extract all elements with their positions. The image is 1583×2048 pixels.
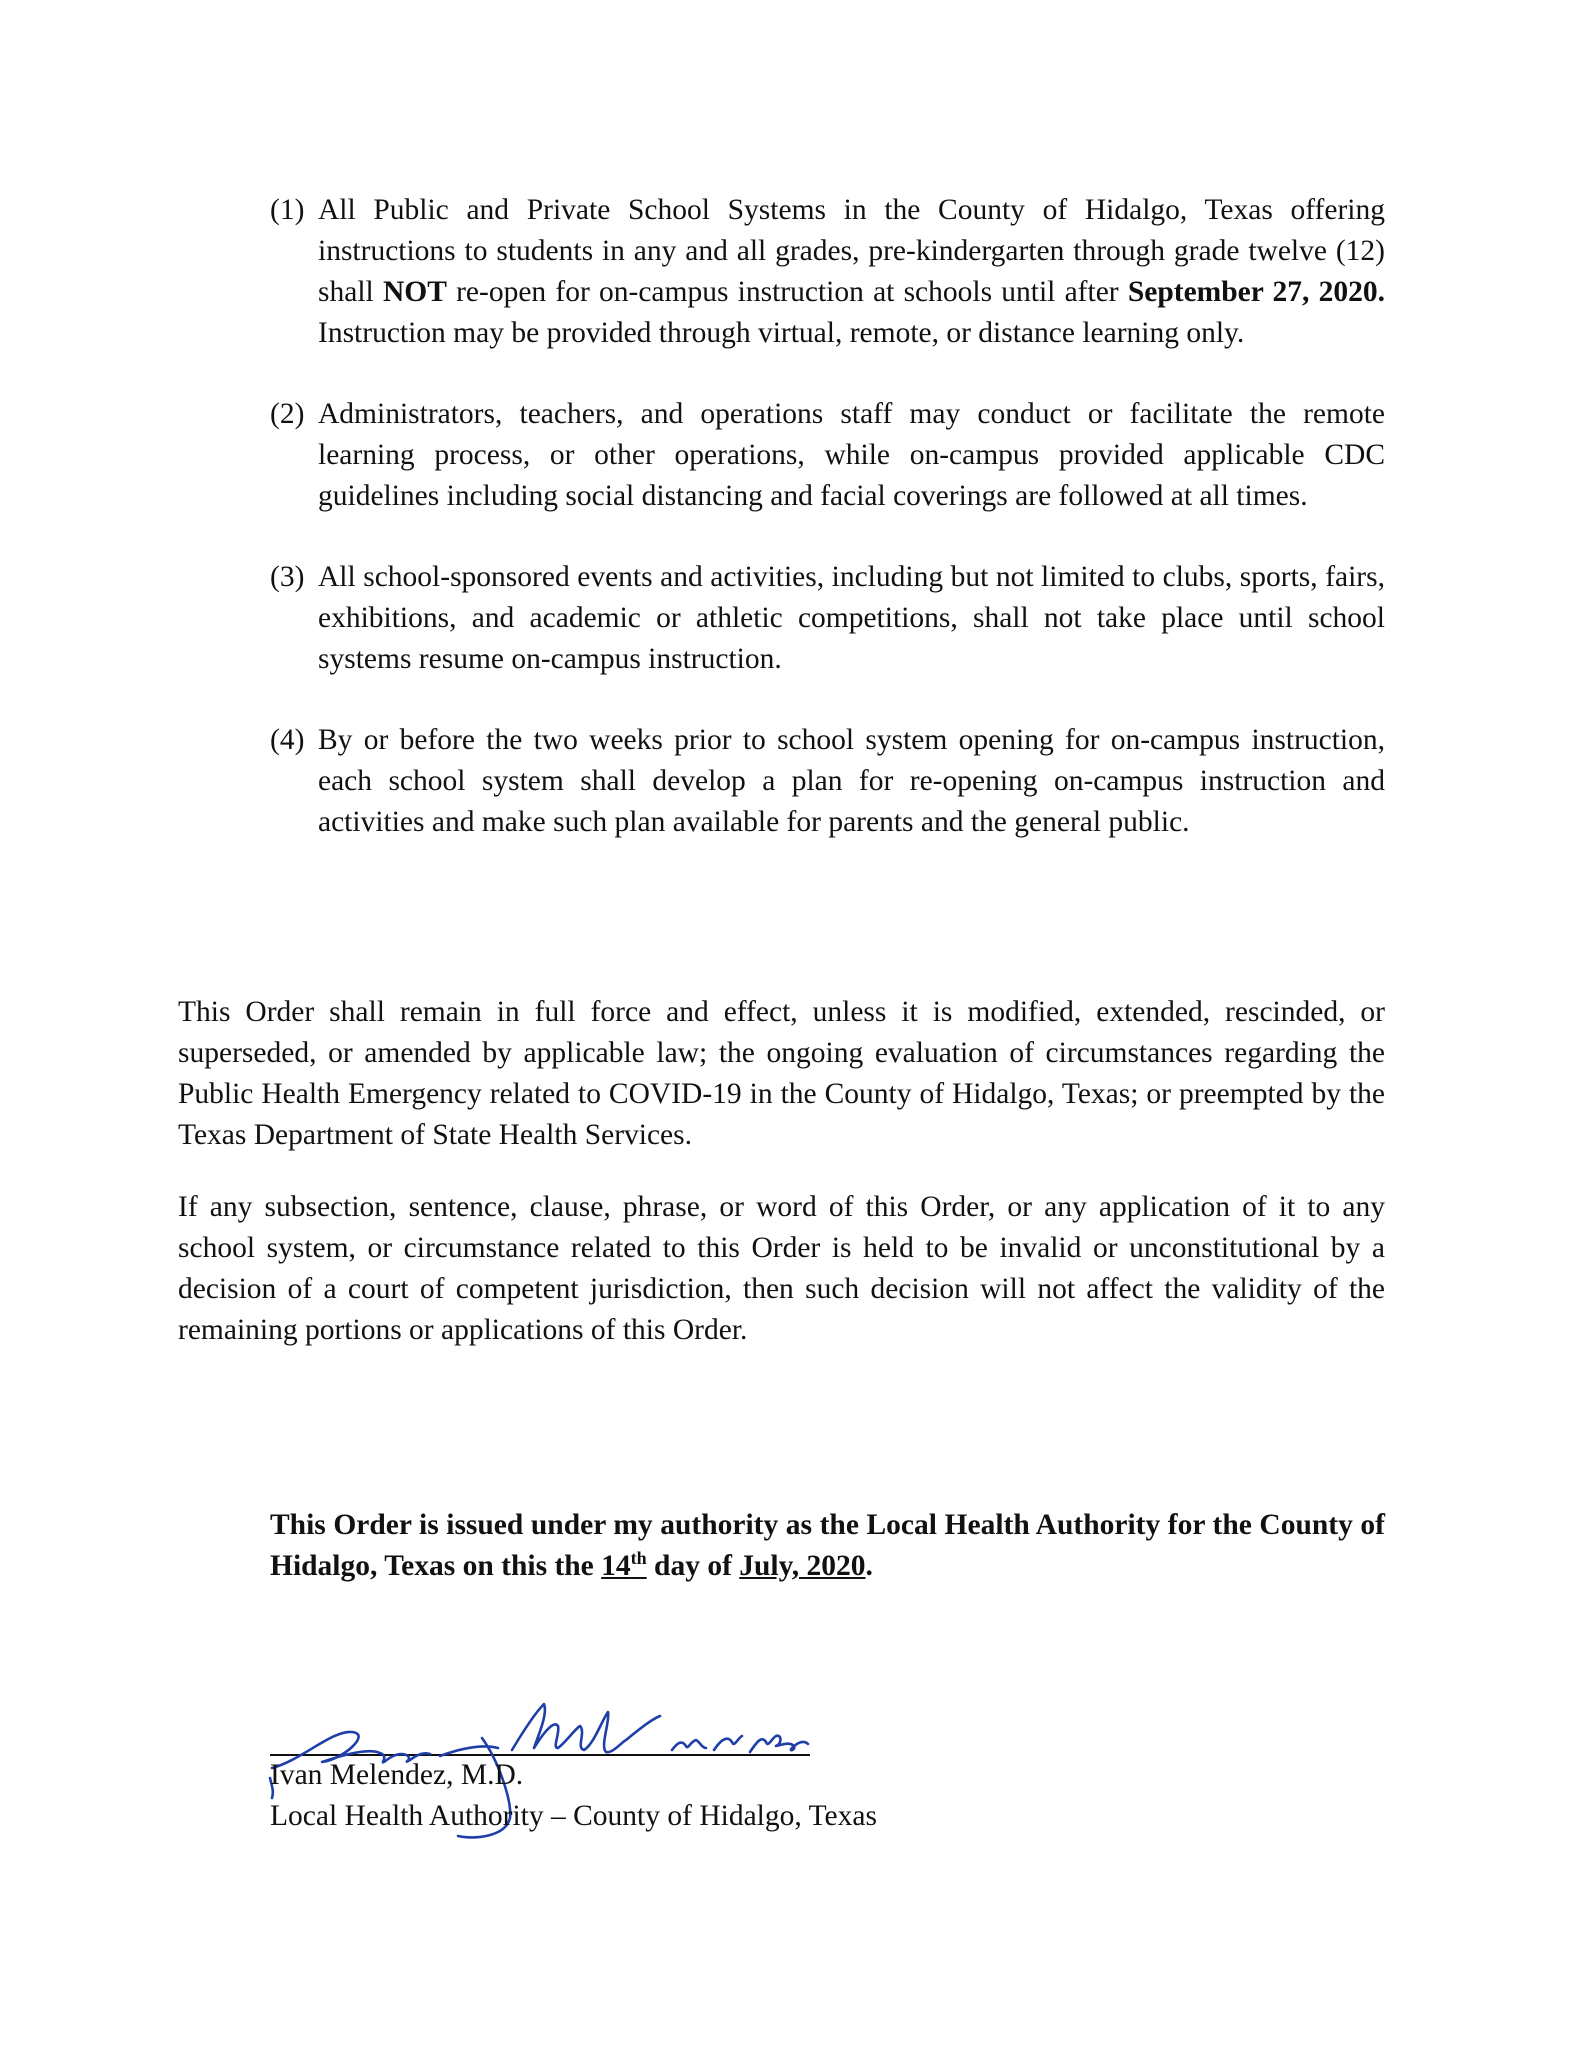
day-number: 14 [601, 1550, 631, 1582]
provision-number: (2) [270, 398, 305, 430]
severability-paragraph: If any subsection, sentence, clause, phrase, or word of this Order, or any application of it to any school system, or circumstance related to this Order is held to be invalid or unconstitutional by a decision of a court of competent jurisdiction, then such decision will not affect the validity of the remaining portions or applications of this Order. [178, 1191, 1385, 1346]
order-provisions-list [270, 190, 1385, 883]
emphasis-date: September 27, 2020. [1127, 276, 1385, 308]
issuance-month-year: July, 2020 [739, 1550, 866, 1582]
provision-item-3 [270, 557, 1385, 680]
provision-item-4 [270, 720, 1385, 843]
provision-text: By or before the two weeks prior to school system opening for on-campus instruction, each school system shall develop a plan for re-opening on-campus instruction and activities and make such plan available for parents and the general public. [318, 724, 1385, 838]
provision-item-2 [270, 394, 1385, 517]
issuance-statement [270, 1505, 1385, 1587]
day-suffix: th [630, 1548, 647, 1569]
issuance-text: This Order is issued under my authority as the Local Health Authority for the County of Hidalgo, Texas on this the [270, 1509, 1385, 1582]
force-and-effect-paragraph: This Order shall remain in full force and effect, unless it is modified, extended, rescinded, or superseded, or amended by applicable law; the ongoing evaluation of circumstances regarding the Public Health Emergency related to COVID-19 in the County of Hidalgo, Texas; or preempted by the Texas Department of State Health Services. [178, 996, 1385, 1151]
signer-info [270, 1755, 877, 1837]
provision-text: Instruction may be provided through virtual, remote, or distance learning only. [318, 317, 1245, 349]
provision-text: All Public and Private School Systems in the County of Hidalgo, Texas offering instructions to students in any and all grades, pre-kindergarten through grade twelve (12) shall [318, 194, 1385, 308]
signer-title: Local Health Authority – County of Hidalgo, Texas [270, 1800, 877, 1832]
signer-name: Ivan Melendez, M.D. [270, 1759, 524, 1791]
provision-text: Administrators, teachers, and operations staff may conduct or facilitate the remote learning process, or other operations, while on-campus provided applicable CDC guidelines including social distancing and facial coverings are followed at all times. [318, 398, 1385, 512]
emphasis-not: NOT [382, 276, 447, 308]
provision-number: (3) [270, 561, 305, 593]
provision-number: (1) [270, 194, 305, 226]
provision-number: (4) [270, 724, 305, 756]
provision-item-1 [270, 190, 1385, 354]
issuance-day [601, 1550, 647, 1582]
provision-text: re-open for on-campus instruction at schools until after [446, 276, 1128, 308]
provision-text: All school-sponsored events and activities, including but not limited to clubs, sports, fairs, exhibitions, and academic or athletic competitions, shall not take place until school systems resume on-campus instruction. [318, 561, 1385, 675]
issuance-text: day of [646, 1550, 740, 1582]
issuance-period: . [865, 1550, 873, 1582]
